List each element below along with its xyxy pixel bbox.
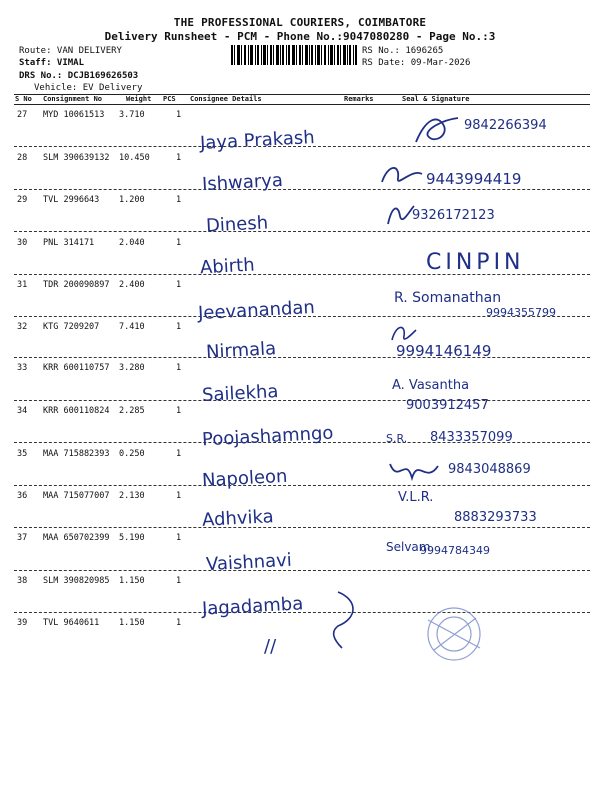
signature-scribble: [386, 454, 442, 488]
row-consignment: PNL 314171: [43, 238, 95, 248]
row-pcs: 1: [176, 195, 182, 205]
signature-text: CINPIN: [426, 250, 525, 275]
signature-name: Selvam: [386, 540, 431, 554]
row-sno: 38: [17, 576, 28, 586]
signature-phone: 8883293733: [454, 510, 537, 525]
row-consignment: TDR 200090897: [43, 280, 110, 290]
row-consignment: SLM 390639132: [43, 153, 110, 163]
row-weight: 1.150: [119, 618, 145, 628]
staff-label: Staff: VIMAL: [19, 58, 85, 68]
row-pcs: 1: [176, 406, 182, 416]
col-weight: Weight: [126, 95, 152, 103]
drs-number: DRS No.: DCJB169626503: [19, 71, 139, 81]
col-seal-signature: Seal & Signature: [402, 95, 470, 103]
signature-scribble: [412, 112, 464, 150]
route-label: Route: VAN DELIVERY: [19, 46, 122, 56]
col-pcs: PCS: [163, 95, 176, 103]
row-pcs: 1: [176, 491, 182, 501]
signature-phone: 9842266394: [464, 118, 547, 133]
handwritten-consignee: Poojashamngo: [201, 422, 334, 451]
row-sno: 35: [17, 449, 28, 459]
row-pcs: 1: [176, 280, 182, 290]
row-consignment: MAA 650702399: [43, 533, 110, 543]
row-divider: [14, 189, 590, 190]
row-weight: 3.710: [119, 110, 145, 120]
row-sno: 39: [17, 618, 28, 628]
signature-name: S.R.: [386, 432, 408, 445]
row-sno: 27: [17, 110, 28, 120]
row-sno: 33: [17, 363, 28, 373]
handwritten-ditto-mark: //: [264, 636, 277, 657]
row-weight: 10.450: [119, 153, 150, 163]
handwritten-consignee: Nirmala: [205, 338, 277, 363]
row-weight: 5.190: [119, 533, 145, 543]
row-pcs: 1: [176, 153, 182, 163]
company-stamp: [406, 600, 502, 664]
row-pcs: 1: [176, 322, 182, 332]
row-pcs: 1: [176, 576, 182, 586]
handwritten-consignee: Dinesh: [205, 212, 269, 237]
signature-phone: 9994784349: [420, 544, 490, 557]
signature-phone: 9003912457: [406, 398, 489, 413]
table-row: [0, 363, 600, 385]
signature-phone: 9994146149: [396, 342, 492, 360]
handwritten-consignee: Sailekha: [201, 381, 279, 406]
row-weight: 2.130: [119, 491, 145, 501]
vehicle-label: Vehicle: EV Delivery: [34, 83, 143, 93]
runsheet-subtitle: Delivery Runsheet - PCM - Phone No.:9047080280 - Page No.:3: [104, 30, 496, 43]
row-consignment: MAA 715077007: [43, 491, 110, 501]
row-weight: 0.250: [119, 449, 145, 459]
row-weight: 2.400: [119, 280, 145, 290]
row-consignment: TVL 9640611: [43, 618, 100, 628]
row-pcs: 1: [176, 618, 182, 628]
row-divider: [14, 400, 590, 401]
handwritten-consignee: Adhvika: [201, 506, 275, 531]
row-divider: [14, 570, 590, 571]
row-consignment: KRR 600110757: [43, 363, 110, 373]
row-pcs: 1: [176, 533, 182, 543]
row-consignment: MYD 10061513: [43, 110, 105, 120]
row-weight: 2.040: [119, 238, 145, 248]
handwritten-consignee: Jagadamba: [201, 593, 304, 620]
signature-phone: 9843048869: [448, 462, 531, 477]
col-sno: S No: [15, 95, 32, 103]
signature-phone: 9443994419: [426, 170, 522, 188]
row-sno: 36: [17, 491, 28, 501]
signature-phone: 8433357099: [430, 430, 513, 445]
row-weight: 1.150: [119, 576, 145, 586]
handwritten-consignee: Ishwarya: [201, 169, 284, 196]
table-row: [0, 533, 600, 555]
table-row: [0, 322, 600, 344]
handwritten-consignee: Napoleon: [201, 465, 288, 492]
row-divider: [14, 485, 590, 486]
row-consignment: MAA 715882393: [43, 449, 110, 459]
row-weight: 1.200: [119, 195, 145, 205]
row-pcs: 1: [176, 449, 182, 459]
barcode-image: [231, 45, 357, 65]
row-sno: 34: [17, 406, 28, 416]
row-divider: [14, 231, 590, 232]
col-consignment: Consignment No: [43, 95, 103, 103]
signature-phone: 9326172123: [412, 208, 495, 223]
row-divider: [14, 357, 590, 358]
handwritten-consignee: Jeevanandan: [197, 296, 316, 325]
table-header-rule: [14, 104, 590, 105]
signature-name: A. Vasantha: [392, 378, 470, 393]
row-sno: 32: [17, 322, 28, 332]
row-weight: 7.410: [119, 322, 145, 332]
rs-number: RS No.: 1696265: [362, 46, 444, 56]
row-consignment: SLM 390820985: [43, 576, 110, 586]
row-weight: 2.285: [119, 406, 145, 416]
handwritten-consignee: Vaishnavi: [205, 549, 293, 576]
signature-name: R. Somanathan: [394, 290, 502, 306]
signature-phone: 9994355799: [486, 306, 556, 319]
row-pcs: 1: [176, 363, 182, 373]
row-sno: 37: [17, 533, 28, 543]
company-title: THE PROFESSIONAL COURIERS, COIMBATORE: [173, 16, 427, 29]
handwritten-consignee: Jaya Prakash: [199, 127, 316, 154]
signature-name: V.L.R.: [398, 490, 434, 505]
rs-date: RS Date: 09-Mar-2026: [362, 58, 471, 68]
col-consignee: Consignee Details: [190, 95, 262, 103]
row-sno: 30: [17, 238, 28, 248]
row-sno: 29: [17, 195, 28, 205]
col-remarks: Remarks: [344, 95, 374, 103]
handwritten-bracket: [300, 588, 370, 658]
row-consignment: TVL 2996643: [43, 195, 100, 205]
row-consignment: KRR 600110824: [43, 406, 110, 416]
row-weight: 3.280: [119, 363, 145, 373]
table-row: [0, 195, 600, 217]
row-pcs: 1: [176, 110, 182, 120]
row-sno: 28: [17, 153, 28, 163]
row-sno: 31: [17, 280, 28, 290]
handwritten-consignee: Abirth: [199, 254, 256, 279]
row-divider: [14, 527, 590, 528]
row-consignment: KTG 7209207: [43, 322, 100, 332]
signature-scribble: [378, 160, 426, 194]
row-pcs: 1: [176, 238, 182, 248]
